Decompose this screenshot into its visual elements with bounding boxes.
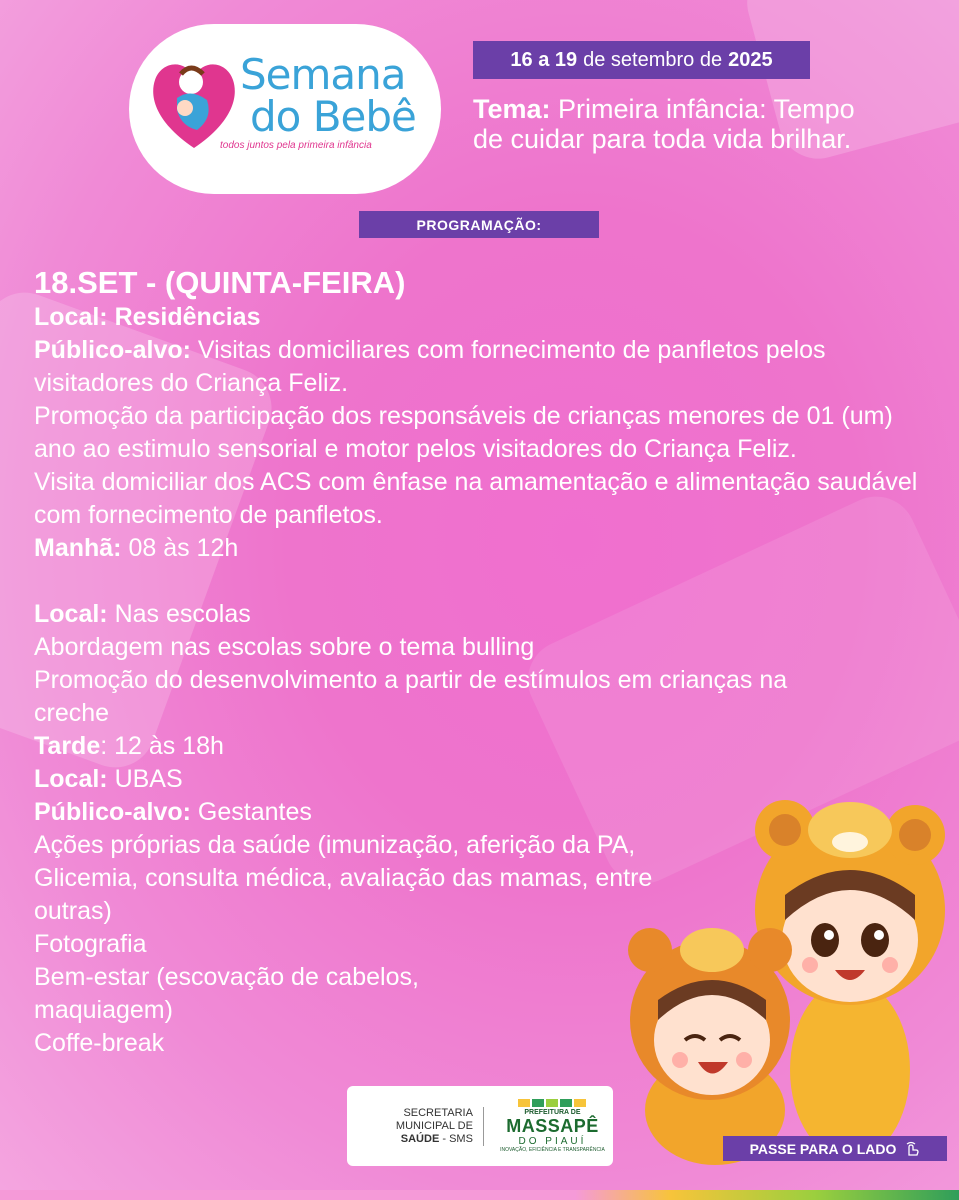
sec-line3-bold: SAÚDE: [400, 1132, 440, 1145]
bem-estar-text: Bem-estar (escovação de cabelos, maquiagem): [34, 963, 419, 1024]
logo-title-line2: do Bebê: [250, 92, 416, 141]
secretaria-saude-logo: [347, 1107, 484, 1146]
promocao-text: Promoção da participação dos responsáveis de crianças menores de 01 (um) ano ao estimulo sensorial e motor pelos visitadores do Criança Feliz.: [34, 402, 893, 463]
massape-slogan: INOVAÇÃO, EFICIÊNCIA E TRANSPARÊNCIA: [500, 1147, 605, 1153]
prefeitura-label: PREFEITURA DE: [524, 1109, 581, 1116]
publico-alvo-2-text: Gestantes: [197, 798, 312, 826]
date-badge: [473, 41, 810, 79]
promocao-creche-text: Promoção do desenvolvimento a partir de estímulos em crianças na creche: [34, 666, 788, 727]
publico-alvo-text: Visitas domiciliares com fornecimento de panfletos pelos visitadores do Criança Feliz.: [34, 336, 826, 397]
tema-label: Tema:: [473, 94, 551, 124]
tarde-time: : 12 às 18h: [100, 732, 224, 760]
publico-alvo-label: Público-alvo:: [34, 336, 191, 364]
tema-block: [473, 94, 873, 154]
semana-do-bebe-logo: [135, 30, 435, 188]
footer-logos: [347, 1086, 613, 1166]
local-escolas-text: Nas escolas: [114, 600, 251, 628]
lion-kids-illustration: [620, 790, 950, 1170]
date-month: de setembro de: [583, 48, 723, 71]
tema-text: Primeira infância: Tempo de cuidar para toda vida brilhar.: [473, 94, 855, 154]
date-range: 16 a 19: [510, 48, 578, 71]
local-escolas-label: Local:: [34, 600, 108, 628]
logo-title-line1: Semana: [240, 50, 406, 99]
fotografia-text: Fotografia: [34, 930, 147, 958]
passe-label: PASSE PARA O LADO: [749, 1140, 897, 1157]
logo-tagline: todos juntos pela primeira infância: [220, 140, 372, 151]
day-heading: 18.SET - (QUINTA-FEIRA): [34, 265, 406, 300]
local-ubas-label: Local:: [34, 765, 108, 793]
massape-name: MASSAPÊ: [506, 1116, 599, 1136]
local-residencias: Local: Residências: [34, 303, 261, 331]
manha-label: Manhã:: [34, 534, 122, 562]
publico-alvo-2-label: Público-alvo:: [34, 798, 191, 826]
passe-para-o-lado-badge: [723, 1136, 947, 1161]
massape-state: DO PIAUÍ: [518, 1136, 587, 1147]
sec-line2: MUNICIPAL DE: [395, 1119, 473, 1132]
abordagem-text: Abordagem nas escolas sobre o tema bulling: [34, 633, 535, 661]
swipe-hand-icon: [904, 1141, 920, 1157]
local-ubas-text: UBAS: [114, 765, 183, 793]
sec-line3-rest: - SMS: [442, 1132, 473, 1145]
visita-text: Visita domiciliar dos ACS com ênfase na amamentação e alimentação saudável com fornecimento de panfletos.: [34, 468, 918, 529]
bottom-color-strip: [0, 1190, 959, 1200]
tarde-label: Tarde: [34, 732, 101, 760]
programacao-badge: PROGRAMAÇÃO:: [359, 211, 599, 238]
coffee-break-text: Coffe-break: [34, 1029, 165, 1057]
manha-time: 08 às 12h: [128, 534, 239, 562]
sec-line1: SECRETARIA: [403, 1106, 473, 1119]
prefeitura-massape-logo: [484, 1099, 613, 1153]
acoes-saude-text: Ações próprias da saúde (imunização, aferição da PA, Glicemia, consulta médica, avaliação das mamas, entre outras): [34, 831, 653, 925]
date-year: 2025: [728, 48, 773, 71]
flag-icons: [492, 1099, 613, 1107]
